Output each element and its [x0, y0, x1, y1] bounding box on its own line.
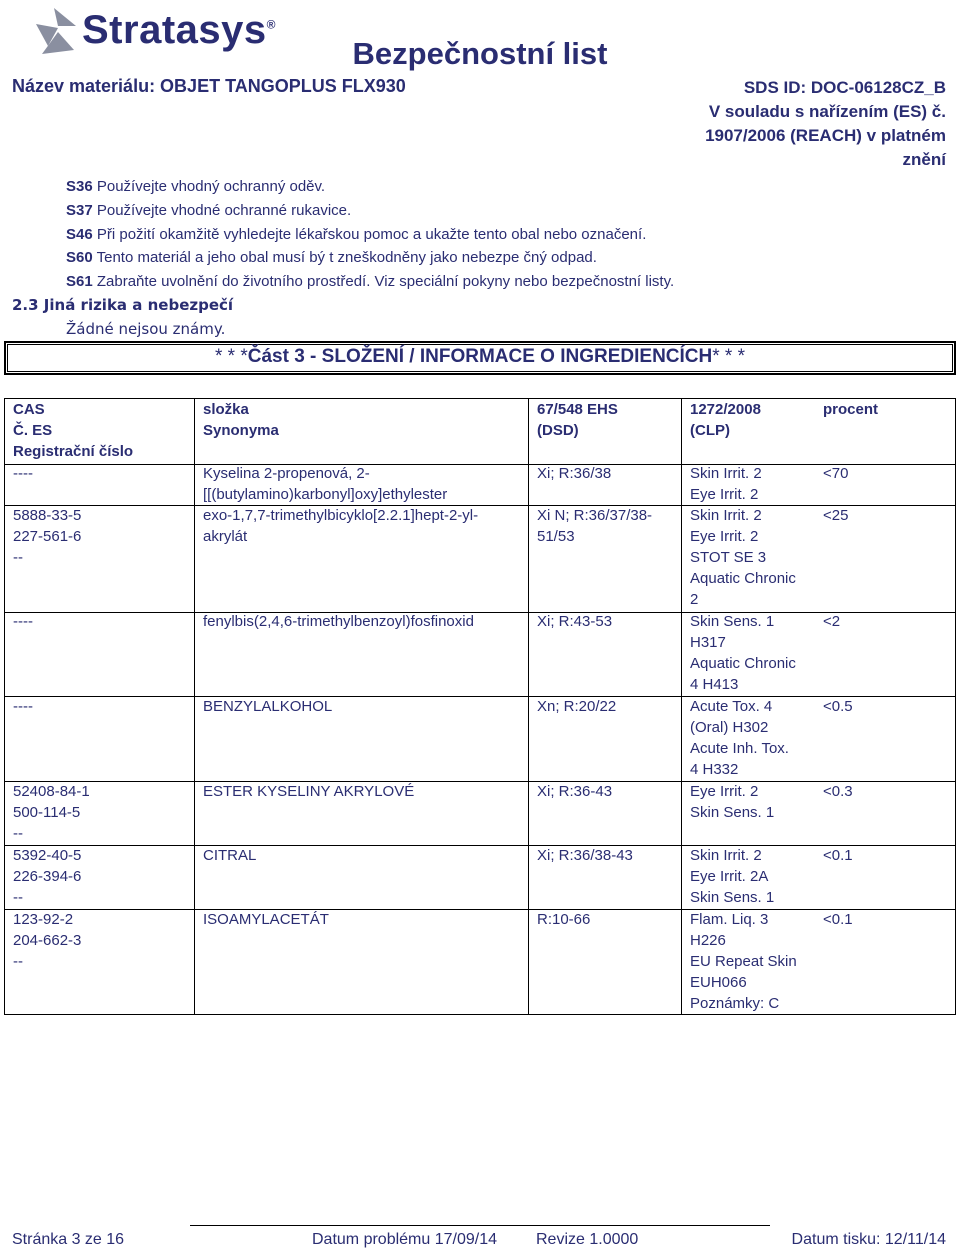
s-phrase-code: S60: [66, 249, 93, 266]
regulation-line-2: 1907/2006 (REACH) v platném: [705, 126, 946, 145]
header-percent: procent: [823, 401, 879, 418]
table-cell-component: Kyselina 2-propenová, 2- [[(butylamino)karbonyl]oxy]ethylester: [203, 465, 448, 503]
footer-rule: [190, 1225, 770, 1226]
table-cell-clp: Acute Tox. 4 (Oral) H302 Acute Inh. Tox. 4 H332: [690, 698, 789, 778]
table-cell-cas: 52408-84-1 500-114-5 --: [13, 783, 90, 842]
section-3-suffix: * * *: [712, 346, 745, 367]
table-cell-cas: ----: [13, 613, 33, 630]
table-cell-dsd: Xi; R:36/38: [537, 465, 612, 482]
row-divider: [5, 909, 955, 910]
ingredient-table: [4, 398, 956, 1015]
table-cell-cas: 5888-33-5 227-561-6 --: [13, 507, 82, 566]
table-cell-dsd: Xn; R:20/22: [537, 698, 617, 715]
row-divider: [5, 845, 955, 846]
s-phrase-text: Používejte vhodný ochranný oděv.: [92, 178, 326, 195]
table-cell-clp: Flam. Liq. 3 H226 EU Repeat Skin EUH066 Poznámky: C: [690, 911, 797, 1012]
table-cell-component: CITRAL: [203, 847, 257, 864]
section-3-title: [6, 346, 954, 368]
table-cell-percent: <2: [823, 613, 841, 630]
s-phrase-code: S46: [66, 226, 93, 243]
header-component: složka Synonyma: [203, 401, 279, 439]
s-phrase-text: Zabraňte uvolnění do životního prostředí. Viz speciální pokyny nebo bezpečnostní listy.: [92, 273, 675, 290]
s-phrase-s46: [66, 226, 646, 243]
sds-id: SDS ID: DOC-06128CZ_B: [743, 78, 946, 97]
table-cell-clp: Eye Irrit. 2 Skin Sens. 1: [690, 783, 775, 821]
header-dsd: 67/548 EHS (DSD): [537, 401, 618, 439]
table-cell-cas: ----: [13, 465, 33, 482]
row-divider: [5, 696, 955, 697]
section-2-3-text: Žádné nejsou známy.: [66, 320, 226, 338]
table-cell-dsd: R:10-66: [537, 911, 591, 928]
row-divider: [5, 505, 955, 506]
table-cell-component: ESTER KYSELINY AKRYLOVÉ: [203, 783, 415, 800]
table-cell-cas: ----: [13, 698, 33, 715]
s-phrase-s61: [66, 273, 674, 290]
table-cell-percent: <0.3: [823, 783, 853, 800]
table-cell-percent: <0.1: [823, 847, 853, 864]
s-phrase-text: Tento materiál a jeho obal musí bý t zneškodněny jako nebezpe čný odpad.: [92, 249, 597, 266]
s-phrase-text: Používejte vhodné ochranné rukavice.: [92, 202, 352, 219]
s-phrase-s60: [66, 249, 597, 266]
document-title: Bezpečnostní list: [352, 36, 608, 71]
table-cell-component: ISOAMYLACETÁT: [203, 911, 329, 928]
table-cell-cas: 5392-40-5 226-394-6 --: [13, 847, 82, 906]
table-cell-dsd: Xi; R:36-43: [537, 783, 613, 800]
table-cell-clp: Skin Irrit. 2 Eye Irrit. 2: [690, 465, 762, 503]
regulation-line-1: V souladu s nařízením (ES) č.: [708, 102, 946, 121]
logo-wordmark: Stratasys: [82, 8, 267, 52]
s-phrase-code: S37: [66, 202, 93, 219]
column-divider: [194, 399, 195, 1014]
table-cell-percent: <70: [823, 465, 849, 482]
table-cell-dsd: Xi; R:43-53: [537, 613, 613, 630]
row-divider: [5, 612, 955, 613]
s-phrase-code: S36: [66, 178, 93, 195]
sds-id-block: [696, 76, 946, 172]
header-cas: CAS Č. ES Registrační číslo: [13, 401, 134, 460]
section-3-banner: [4, 341, 956, 375]
header-clp: 1272/2008 (CLP): [690, 401, 761, 439]
table-cell-dsd: Xi N; R:36/37/38- 51/53: [537, 507, 653, 545]
footer-revision: Revize 1.0000: [536, 1231, 639, 1248]
table-cell-percent: <0.1: [823, 911, 853, 928]
table-cell-clp: Skin Irrit. 2 Eye Irrit. 2 STOT SE 3 Aquatic Chronic 2: [690, 507, 796, 608]
table-cell-component: fenylbis(2,4,6-trimethylbenzoyl)fosfinoxid: [203, 613, 474, 630]
footer-issue-date: Datum problému 17/09/14: [312, 1231, 497, 1248]
footer-page-number: Stránka 3 ze 16: [12, 1231, 125, 1248]
s-phrase-text: Při požití okamžitě vyhledejte lékařskou pomoc a ukažte tento obal nebo označení.: [92, 226, 647, 243]
s-phrase-s36: [66, 178, 325, 195]
table-cell-component: BENZYLALKOHOL: [203, 698, 333, 715]
section-2-3-heading: 2.3 Jiná rizika a nebezpečí: [12, 296, 234, 314]
footer-print-date: Datum tisku: 12/11/14: [791, 1231, 946, 1248]
table-cell-percent: <25: [823, 507, 849, 524]
column-divider: [528, 399, 529, 1014]
table-cell-cas: 123-92-2 204-662-3 --: [13, 911, 82, 970]
table-cell-clp: Skin Irrit. 2 Eye Irrit. 2A Skin Sens. 1: [690, 847, 775, 906]
table-cell-percent: <0.5: [823, 698, 853, 715]
regulation-line-3: znění: [902, 150, 946, 169]
table-cell-dsd: Xi; R:36/38-43: [537, 847, 633, 864]
row-divider: [5, 781, 955, 782]
row-divider: [5, 464, 955, 465]
column-divider: [681, 399, 682, 1014]
section-3-prefix: * * *: [215, 346, 248, 367]
table-cell-component: exo-1,7,7-trimethylbicyklo[2.2.1]hept-2-yl- akrylát: [203, 507, 479, 545]
section-3-heading: Část 3 - SLOŽENÍ / INFORMACE O INGREDIENCÍCH: [247, 346, 713, 367]
registered-mark: ®: [266, 17, 276, 32]
material-name: Název materiálu: OBJET TANGOPLUS FLX930: [12, 76, 406, 96]
table-cell-clp: Skin Sens. 1 H317 Aquatic Chronic 4 H413: [690, 613, 796, 693]
s-phrase-s37: [66, 202, 351, 219]
s-phrase-code: S61: [66, 273, 93, 290]
